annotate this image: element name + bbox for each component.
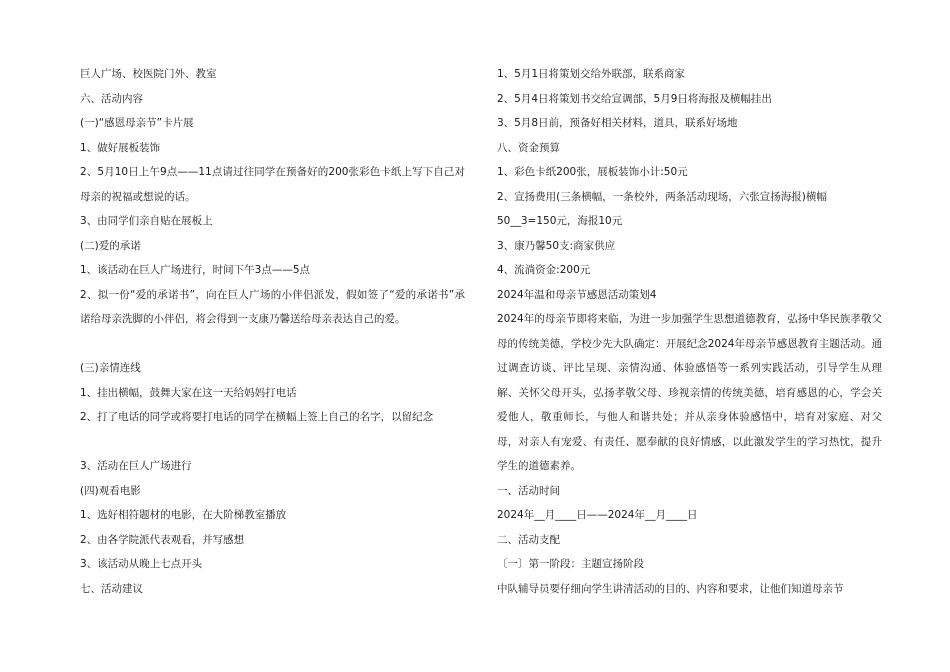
list-item: 2、5月4日将策划书交给宣调部，5月9日将海报及横幅挂出 [497, 92, 772, 105]
list-item: 1、该活动在巨人广场进行，时间下午3点——5点 [80, 264, 311, 276]
section-heading: 二、活动支配 [497, 533, 560, 546]
list-item: 3、5月8日前，预备好相关材料，道具，联系好场地 [497, 117, 738, 129]
list-item: 1、彩色卡纸200张，展板装饰小计:50元 [497, 166, 688, 178]
list-item: 2、打了电话的同学或将要打电话的同学在横幅上签上自己的名字，以留纪念 [80, 411, 434, 423]
list-item: 3、活动在巨人广场进行 [80, 460, 192, 472]
text-line: 巨人广场、校医院门外、教室 [80, 68, 217, 80]
subsection-heading: (四)观看电影 [80, 484, 141, 497]
blank-line [80, 332, 465, 357]
list-item: 2、宣扬费用(三条横幅，一条校外，两条活动现场，六张宣扬海报)横幅 [497, 190, 827, 203]
paragraph: 2024年的母亲节即将来临，为进一步加强学生思想道德教育，弘扬中华民族孝敬父母的传统美德，学校少先大队确定：开展纪念2024年母亲节感恩教育主题活动。通过调查访谈、评比呈现、亲情沟通、体验感悟等一系列实践活动，引导学生从理解、关怀父母开头，弘扬孝敬父母、珍视亲情的传统美德，培育感恩的心，学会关爱他人，敬重师长，与他人和谐共处；并从亲身体验感悟中，培育对家庭、对父母，对亲人有宠爱、有责任、愿奉献的良好情感，以此激发学生的学习热忱，提升学生的道德素养。 [497, 313, 882, 472]
right-column [497, 62, 882, 601]
paragraph: 2、拟一份“爱的承诺书”，向在巨人广场的小伴侣派发，假如签了“爱的承诺书”承诺给母亲洗脚的小伴侣，将会得到一支康乃馨送给母亲表达自己的爱。 [80, 288, 465, 325]
list-item: 1、5月1日将策划交给外联部，联系商家 [497, 68, 686, 80]
subsection-heading: 〔一〕第一阶段：主题宣扬阶段 [497, 558, 644, 570]
blank-line [80, 430, 465, 455]
document-title: 2024年温和母亲节感恩活动策划4 [497, 288, 657, 301]
section-heading: 六、活动内容 [80, 92, 143, 105]
paragraph: 2、5月10日上午9点——11点请过往同学在预备好的200张彩色卡纸上写下自己对母亲的祝福或想说的话。 [80, 166, 465, 203]
text-line: 2024年__月____日——2024年__月____日 [497, 509, 698, 521]
list-item: 3、康乃馨50支:商家供应 [497, 239, 616, 252]
list-item: 4、流淌资金:200元 [497, 264, 591, 276]
section-heading: 一、活动时间 [497, 484, 560, 497]
list-item: 1、挂出横幅，鼓舞大家在这一天给妈妈打电话 [80, 386, 297, 399]
list-item: 2、由各学院派代表观看，并写感想 [80, 533, 245, 546]
section-heading: 七、活动建议 [80, 582, 143, 595]
subsection-heading: (二)爱的承诺 [80, 239, 141, 252]
section-heading: 八、资金预算 [497, 141, 560, 154]
subsection-heading: (三)亲情连线 [80, 362, 141, 374]
left-column [80, 62, 465, 601]
list-item: 3、该活动从晚上七点开头 [80, 558, 203, 570]
text-line: 中队辅导员要仔细向学生讲清活动的目的、内容和要求，让他们知道母亲节 [497, 582, 844, 595]
subsection-heading: (一)“感恩母亲节”卡片展 [80, 117, 194, 129]
list-item-continued: 50__3=150元，海报10元 [497, 215, 623, 227]
list-item: 3、由同学们亲自贴在展板上 [80, 215, 213, 227]
list-item: 1、做好展板装饰 [80, 141, 161, 154]
list-item: 1、选好相符题材的电影，在大阶梯教室播放 [80, 509, 287, 521]
